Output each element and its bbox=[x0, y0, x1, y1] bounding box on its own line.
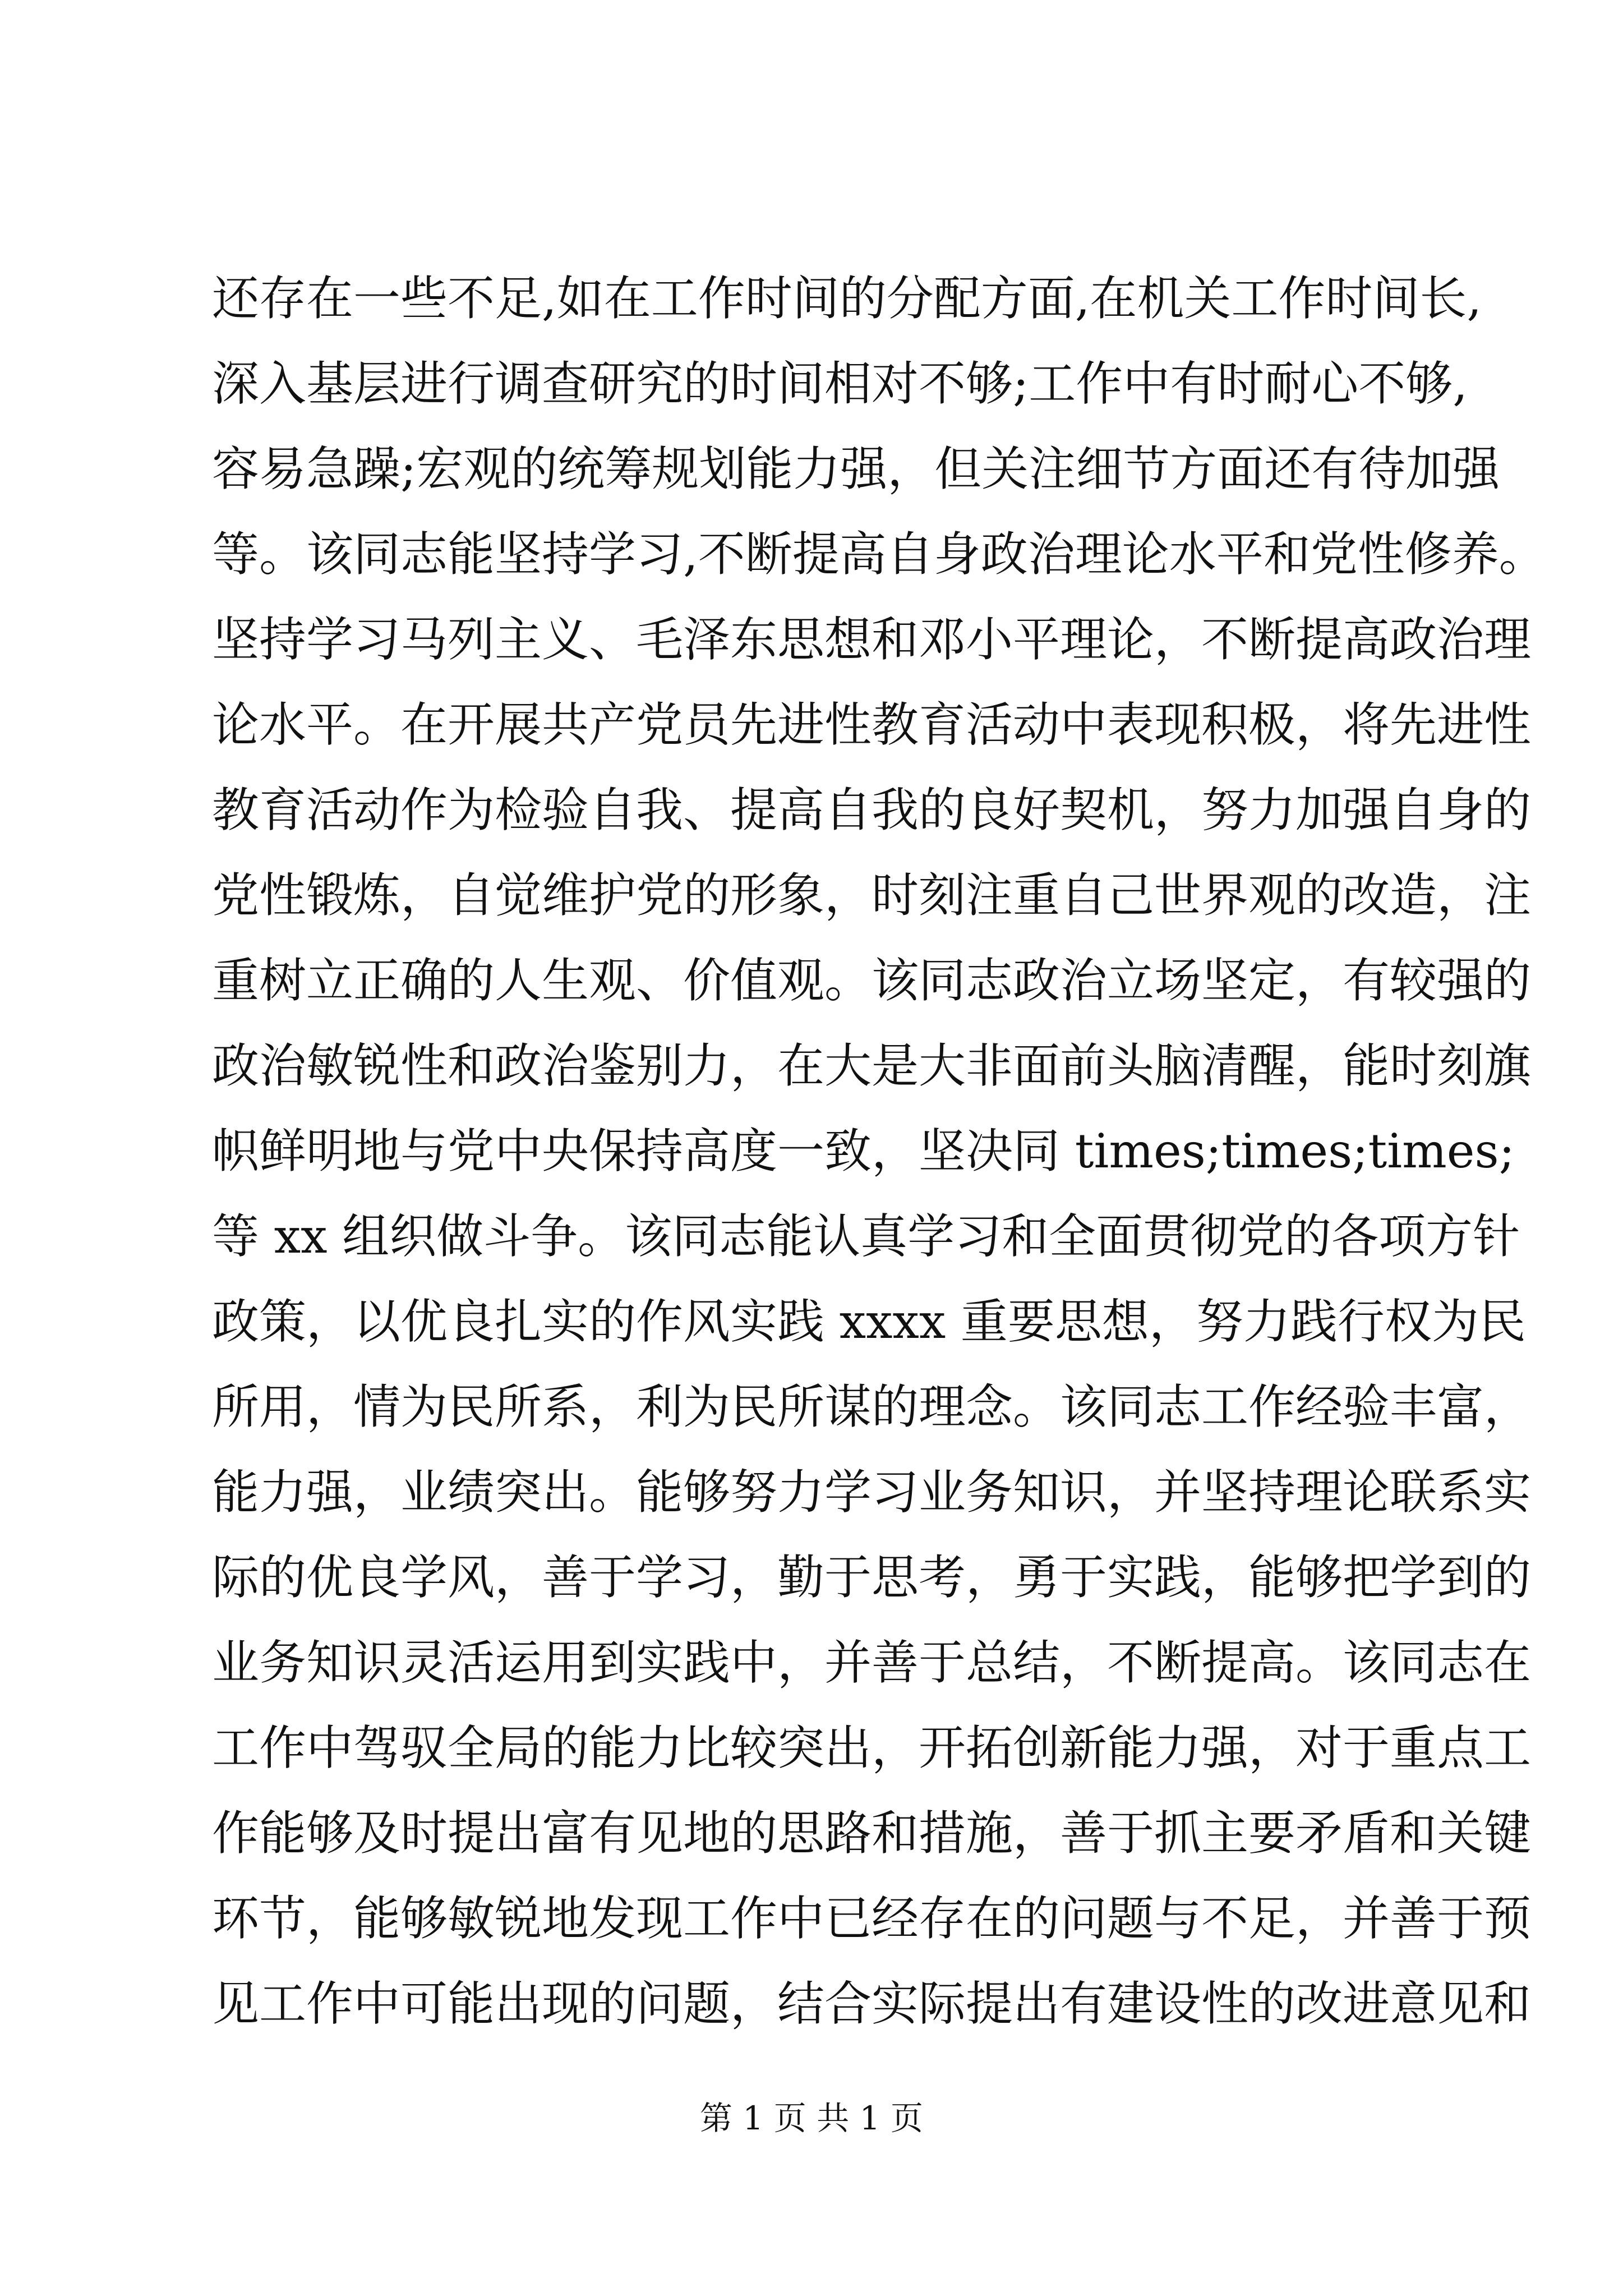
body-text bbox=[212, 256, 1546, 2046]
text-line: 深入基层进行调查研究的时间相对不够;工作中有时耐心不够, bbox=[212, 356, 1468, 411]
page-footer bbox=[0, 2096, 1623, 2141]
text-line: 容易急躁;宏观的统筹规划能力强，但关注细节方面还有待加强 bbox=[212, 441, 1500, 496]
text-line: 政策，以优良扎实的作风实践 xxxx 重要思想，努力践行权为民 bbox=[212, 1294, 1526, 1349]
text-line: 等。该同志能坚持学习,不断提高自身政治理论水平和党性修养。 bbox=[212, 527, 1546, 582]
text-line: 能力强，业绩突出。能够努力学习业务知识，并坚持理论联系实 bbox=[212, 1465, 1532, 1520]
text-line: 作能够及时提出富有见地的思路和措施，善于抓主要矛盾和关键 bbox=[212, 1806, 1532, 1861]
text-line: 还存在一些不足,如在工作时间的分配方面,在机关工作时间长, bbox=[212, 271, 1482, 326]
text-line: 帜鲜明地与党中央保持高度一致，坚决同 times;times;times; bbox=[212, 1124, 1515, 1179]
text-line: 际的优良学风，善于学习，勤于思考，勇于实践，能够把学到的 bbox=[212, 1550, 1532, 1605]
page-number: 第 1 页 共 1 页 bbox=[700, 2099, 923, 2137]
text-line: 等 xx 组织做斗争。该同志能认真学习和全面贯彻党的各项方针 bbox=[212, 1209, 1520, 1264]
text-line: 环节，能够敏锐地发现工作中已经存在的问题与不足，并善于预 bbox=[212, 1891, 1532, 1946]
text-line: 政治敏锐性和政治鉴别力，在大是大非面前头脑清醒，能时刻旗 bbox=[212, 1038, 1532, 1093]
text-line: 见工作中可能出现的问题，结合实际提出有建设性的改进意见和 bbox=[212, 1976, 1532, 2031]
text-line: 教育活动作为检验自我、提高自我的良好契机，努力加强自身的 bbox=[212, 783, 1532, 838]
text-line: 党性锻炼，自觉维护党的形象，时刻注重自己世界观的改造，注 bbox=[212, 868, 1532, 923]
text-line: 重树立正确的人生观、价值观。该同志政治立场坚定，有较强的 bbox=[212, 953, 1532, 1008]
text-line: 业务知识灵活运用到实践中，并善于总结，不断提高。该同志在 bbox=[212, 1635, 1532, 1690]
text-line: 所用，情为民所系，利为民所谋的理念。该同志工作经验丰富， bbox=[212, 1379, 1532, 1434]
text-line: 工作中驾驭全局的能力比较突出，开拓创新能力强，对于重点工 bbox=[212, 1720, 1532, 1775]
text-line: 坚持学习马列主义、毛泽东思想和邓小平理论，不断提高政治理 bbox=[212, 612, 1532, 667]
text-line: 论水平。在开展共产党员先进性教育活动中表现积极，将先进性 bbox=[212, 697, 1532, 752]
